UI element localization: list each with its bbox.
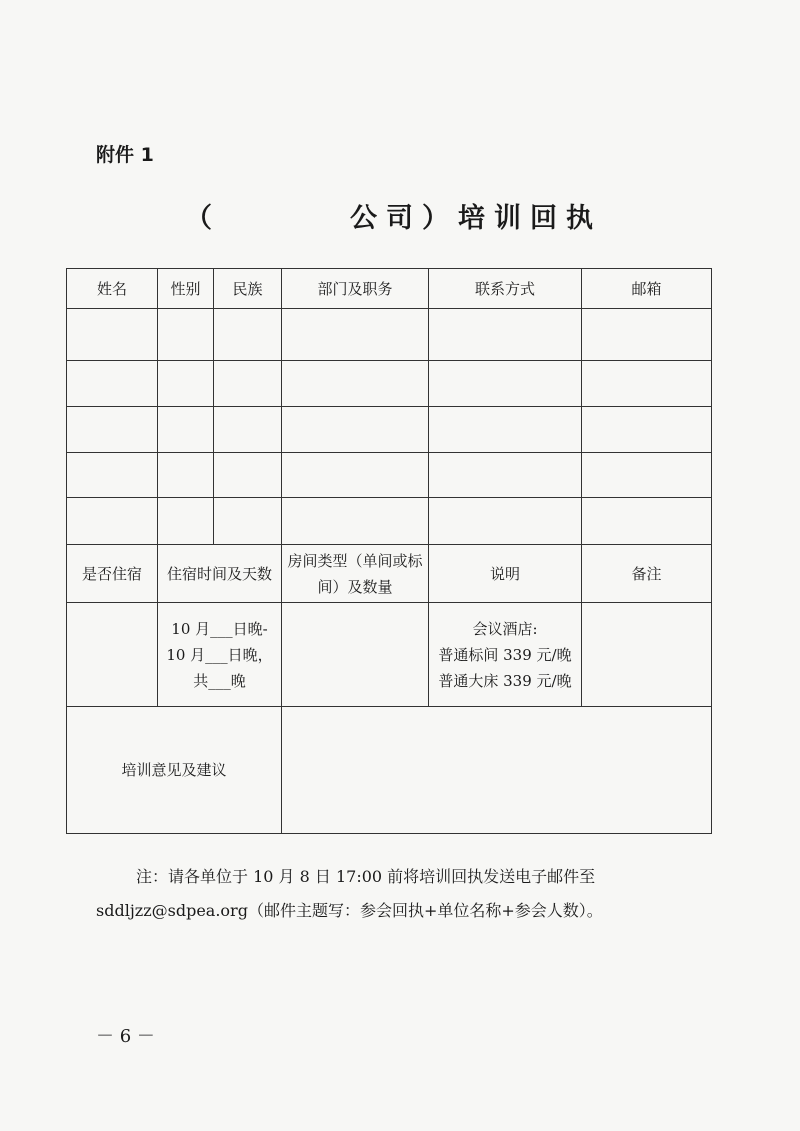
department-cell[interactable] bbox=[282, 498, 429, 545]
stay-detail-row bbox=[67, 603, 712, 707]
table-row bbox=[67, 453, 712, 498]
header-email: 邮箱 bbox=[582, 269, 712, 309]
name-cell[interactable] bbox=[67, 453, 158, 498]
department-cell[interactable] bbox=[282, 361, 429, 407]
table-row bbox=[67, 361, 712, 407]
hotel-info-cell bbox=[429, 603, 582, 707]
header-ethnicity: 民族 bbox=[214, 269, 282, 309]
ethnicity-cell[interactable] bbox=[214, 361, 282, 407]
email-cell[interactable] bbox=[582, 453, 712, 498]
name-cell[interactable] bbox=[67, 407, 158, 453]
header-stay-time: 住宿时间及天数 bbox=[158, 545, 282, 603]
feedback-label: 培训意见及建议 bbox=[67, 707, 282, 834]
notes-cell[interactable] bbox=[582, 603, 712, 707]
page-number: － 6 － bbox=[96, 1026, 155, 1047]
gender-cell[interactable] bbox=[158, 407, 214, 453]
feedback-cell[interactable] bbox=[282, 707, 712, 834]
name-cell[interactable] bbox=[67, 361, 158, 407]
email-cell[interactable] bbox=[582, 407, 712, 453]
stay-time-line: 10 月___日晚， bbox=[166, 645, 273, 664]
email-cell[interactable] bbox=[582, 498, 712, 545]
stay-cell[interactable] bbox=[67, 603, 158, 707]
receipt-table bbox=[66, 268, 712, 834]
gender-cell[interactable] bbox=[158, 361, 214, 407]
ethnicity-cell[interactable] bbox=[214, 309, 282, 361]
header-notes: 备注 bbox=[582, 545, 712, 603]
department-cell[interactable] bbox=[282, 453, 429, 498]
stay-header-row bbox=[67, 545, 712, 603]
gender-cell[interactable] bbox=[158, 498, 214, 545]
name-cell[interactable] bbox=[67, 309, 158, 361]
ethnicity-cell[interactable] bbox=[214, 407, 282, 453]
room-type-cell[interactable] bbox=[282, 603, 429, 707]
header-name: 姓名 bbox=[67, 269, 158, 309]
feedback-row bbox=[67, 707, 712, 834]
contact-cell[interactable] bbox=[429, 453, 582, 498]
footnote-line-2: sddljzz@sdpea.org（邮件主题写：参会回执+单位名称+参会人数）。 bbox=[96, 901, 603, 920]
title-text: 公司）培训回执 bbox=[350, 203, 602, 234]
footnote-line-1: 注：请各单位于 10 月 8 日 17:00 前将培训回执发送电子邮件至 bbox=[136, 867, 596, 886]
hotel-line: 普通大床 339 元/晚 bbox=[438, 671, 572, 690]
header-room-type: 房间类型（单间或标间）及数量 bbox=[282, 545, 429, 603]
attachment-label: 附件 1 bbox=[96, 144, 154, 166]
table-row bbox=[67, 498, 712, 545]
stay-time-line: 10 月___日晚- bbox=[171, 619, 268, 638]
contact-cell[interactable] bbox=[429, 407, 582, 453]
header-contact: 联系方式 bbox=[429, 269, 582, 309]
stay-time-cell[interactable] bbox=[158, 603, 282, 707]
contact-cell[interactable] bbox=[429, 309, 582, 361]
stay-time-line: 共___晚 bbox=[193, 671, 246, 690]
hotel-line: 普通标间 339 元/晚 bbox=[438, 645, 572, 664]
gender-cell[interactable] bbox=[158, 309, 214, 361]
department-cell[interactable] bbox=[282, 407, 429, 453]
table-row bbox=[67, 407, 712, 453]
header-row bbox=[67, 269, 712, 309]
header-stay: 是否住宿 bbox=[67, 545, 158, 603]
ethnicity-cell[interactable] bbox=[214, 453, 282, 498]
gender-cell[interactable] bbox=[158, 453, 214, 498]
header-remark: 说明 bbox=[429, 545, 582, 603]
email-cell[interactable] bbox=[582, 361, 712, 407]
contact-cell[interactable] bbox=[429, 361, 582, 407]
hotel-line: 会议酒店: bbox=[472, 619, 538, 638]
email-cell[interactable] bbox=[582, 309, 712, 361]
footnote bbox=[96, 860, 736, 928]
name-cell[interactable] bbox=[67, 498, 158, 545]
ethnicity-cell[interactable] bbox=[214, 498, 282, 545]
contact-cell[interactable] bbox=[429, 498, 582, 545]
table-row bbox=[67, 309, 712, 361]
header-gender: 性别 bbox=[158, 269, 214, 309]
header-department: 部门及职务 bbox=[282, 269, 429, 309]
department-cell[interactable] bbox=[282, 309, 429, 361]
title-open-paren: （ bbox=[185, 203, 212, 234]
